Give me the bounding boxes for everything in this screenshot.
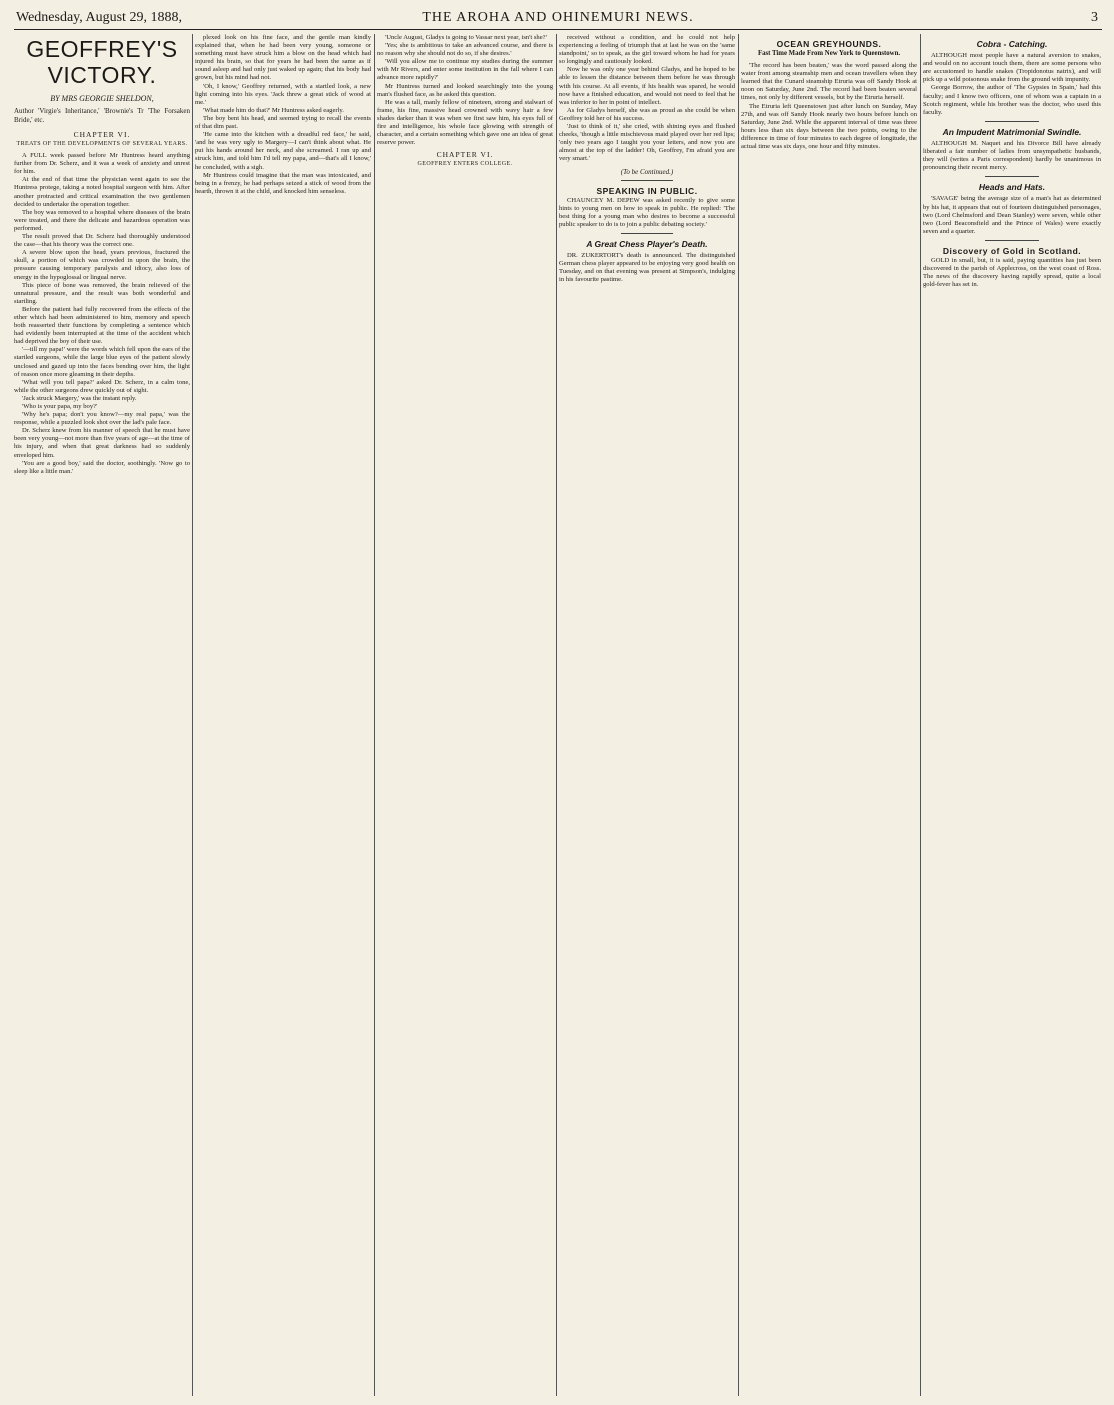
divider: [985, 176, 1038, 177]
paragraph: received without a condition, and he could not help experiencing a feeling of triumph that at last he was on the 'same standpoint,' so to speak, as the girl toward whom he had for years so longingly and cautiously looked.: [559, 34, 735, 66]
paragraph: 'He came into the kitchen with a dreadful red face,' he said, 'and he was very ugly to Margery—I can't think about what. He put his hands around her neck, and she screamed. I ran up and struck him, and told him I'd tell my papa, and—that's all I know,' he concluded, with a sigh.: [195, 131, 371, 171]
section-subheading: Fast Time Made From New York to Queenstown.: [757, 50, 901, 58]
paragraph: CHAUNCEY M. DEPEW was asked recently to give some hints to young men on how to speak in public. He replied: 'The best thing for a young man who desires to become a successful public speaker to do is to join a public debating society.': [559, 196, 735, 228]
column-2: [195, 34, 371, 1396]
paragraph: 'Yes; she is ambitious to take an advanced course, and there is no reason why she should not do so, if she desires.': [377, 42, 553, 58]
paragraph: 'Uncle August, Gladys is going to Vassar next year, isn't she?': [385, 34, 547, 41]
chapter-heading: CHAPTER VI.: [436, 150, 494, 160]
paragraph: 'The record has been beaten,' was the word passed along the water front among steamship men and ocean travellers when they learned that the Cunard steamship Etruria was off Sandy Hook at noon on Saturday, June 2nd. The record had been beaten several times, not only by different vessels, but by the Etruria herself.: [741, 62, 917, 102]
section-heading: A Great Chess Player's Death.: [586, 239, 708, 250]
story-byline: BY MRS GEORGIE SHELDON,: [50, 94, 154, 103]
paragraph: 'Who is your papa, my boy?': [22, 403, 98, 410]
paragraph: 'SAVAGE' being the average size of a man's hat as determined by his hat, it appears that out of fourteen distinguished personages, two (Lord Chelmsford and Dean Stanley) were seven, while other two (Lord Beaconsfield and the Prince of Wales) were exactly seven and a quarter.: [923, 195, 1101, 235]
paragraph: Now he was only one year behind Gladys, and he hoped to be able to lessen the distance between them before he was through with his course. At all events, if his health was spared, he would now have a finished education, and would not need to feel that he was inferior to her in point of intellect.: [559, 66, 735, 106]
column-5: [741, 34, 917, 1396]
paragraph: DR. ZUKERTORT's death is announced. The distinguished German chess player appeared to be enjoying very good health on Tuesday, and on that evening was present at Simpson's, indulging in his favourite pastime.: [559, 252, 735, 284]
author-line: Author 'Virgie's Inheritance,' 'Brownie's Tr 'The Forsaken Bride,' etc.: [14, 107, 190, 124]
column-3: [377, 34, 553, 1396]
chapter-subheading: GEOFFREY ENTERS COLLEGE.: [417, 161, 513, 168]
paragraph: Dr. Scherz knew from his manner of speech that he must have been very young—not more than five years of age—at the time of his injury, and when that great darkness had so suddenly enveloped him.: [14, 427, 190, 459]
masthead: [14, 8, 1102, 30]
page-number: 3: [1091, 10, 1098, 25]
story-title: GEOFFREY'S VICTORY.: [26, 36, 178, 88]
paragraph: ALTHOUGH M. Naquet and his Divorce Bill have already liberated a fair number of ladies from unsympathetic husbands, they will (writes a Paris correspondent) hardly be unanimous in pronouncing their recent mercy.: [923, 139, 1101, 172]
paragraph: Mr Huntress turned and looked searchingly into the young man's flushed face, as he asked this question.: [377, 82, 553, 98]
paragraph: The Etruria left Queenstown just after lunch on Sunday, May 27th, and was off Sandy Hook nearly two hours before lunch on Saturday, June 2nd. While the apparent interval of time was three hours less than six days between the two points, owing to the difference in time of four minutes to each degree of longitude, the actual time was six days, one hour and fifty minutes.: [741, 102, 917, 151]
paragraph: 'Will you allow me to continue my studies during the summer with Mr Rivers, and enter some institution in the fall where I can advance more rapidly?': [377, 58, 553, 82]
column-rule: [920, 34, 921, 1396]
paragraph: GOLD in small, but, it is said, paying quantities has just been discovered in the parish of Applecross, on the west coast of Ross. The news of the discovery having rapidly spread, quite a local gold-fever has set in.: [923, 256, 1101, 289]
newspaper-page: [14, 8, 1102, 1398]
paragraph: This piece of bone was removed, the brain relieved of the unnatural pressure, and the result was both wonderful and startling.: [14, 281, 190, 305]
column-4: [559, 34, 735, 1396]
masthead-title: THE AROHA AND OHINEMURI NEWS.: [422, 10, 694, 25]
paragraph: A severe blow upon the head, years previous, fractured the skull, a portion of which was crowded in upon the brain, the pressure causing temporary paralysis and idiocy, also loss of energy in the hypoglossal or lingual nerve.: [14, 249, 190, 281]
paragraph: The result proved that Dr. Scherz had thoroughly understood the case—that his theory was the correct one.: [14, 233, 190, 249]
paragraph: 'What made him do that?' Mr Huntress asked eagerly.: [203, 106, 344, 114]
paragraph: 'You are a good boy,' said the doctor, soothingly. 'Now go to sleep like a little man.': [14, 459, 190, 475]
paragraph: At the end of that time the physician went again to see the Huntress protege, taking a noted hospital surgeon with him. After another protracted and critical examination the two gentlemen decided to undertake the operation together.: [14, 176, 190, 208]
section-heading: An Impudent Matrimonial Swindle.: [942, 126, 1082, 137]
paragraph: A FULL week passed before Mr Huntress heard anything further from Dr. Scherz, and it was a week of anxiety and unrest for him.: [14, 152, 190, 176]
column-1: [14, 34, 190, 1396]
to-be-continued: (To be Continued.): [620, 167, 674, 176]
paragraph: 'Just to think of it,' she cried, with shining eyes and flushed cheeks, 'though a little mischievous maid played over her red lips; 'only two years ago I taught you your letters, and now you are almost at the top of the ladder! Oh, Geoffrey, I'm afraid you are very smart.': [559, 123, 735, 163]
paragraph: 'Jack struck Margery,' was the instant reply.: [22, 394, 137, 402]
paragraph: The boy was removed to a hospital where diseases of the brain were treated, and there the delicate and hazardous operation was performed.: [14, 208, 190, 232]
paragraph: ALTHOUGH most people have a natural aversion to snakes, and would on no account touch them, there are some persons who are accustomed to handle snakes (Tropidonotus natrix), and will pick up a wild poisonous snake from the ground with impunity.: [923, 52, 1101, 84]
section-heading: Heads and Hats.: [978, 182, 1046, 193]
paragraph: The boy bent his head, and seemed trying to recall the events of that dim past.: [195, 114, 371, 131]
divider: [985, 121, 1038, 122]
column-rule: [374, 34, 375, 1396]
section-heading: OCEAN GREYHOUNDS.: [776, 39, 882, 49]
column-rule: [556, 34, 557, 1396]
paragraph: As for Gladys herself, she was as proud as she could be when Geoffrey told her of his success.: [559, 106, 735, 122]
paragraph: Before the patient had fully recovered from the effects of the ether which had been administered to him, memory and speech both reasserted their functions by completing a sentence which had evidently been interrupted at the time of the accident which had deprived the boy of their use.: [14, 305, 190, 346]
paragraph: He was a tall, manly fellow of nineteen, strong and stalwart of frame, his fine, massive head crowned with wavy hair a few shades darker than it was when we first saw him, his eyes full of fire and intelligence, his whole face glowing with strength of character, and a certain something which gave one an idea of great reserve power.: [377, 98, 553, 147]
divider: [621, 233, 674, 234]
paragraph: 'Why he's papa; don't you know?—my real papa,' was the response, while a puzzled look shot over the lad's pale face.: [14, 411, 190, 427]
column-rule: [738, 34, 739, 1396]
column-rule: [192, 34, 193, 1396]
section-heading: SPEAKING IN PUBLIC.: [596, 185, 698, 196]
divider: [621, 180, 674, 181]
section-heading: Discovery of Gold in Scotland.: [942, 245, 1082, 256]
columns: [14, 34, 1102, 1396]
masthead-date: Wednesday, August 29, 1888,: [16, 10, 182, 25]
divider: [985, 240, 1038, 241]
paragraph: '—till my papa!' were the words which fell upon the ears of the startled surgeons, while the large blue eyes of the patient slowly unclosed and gazed up into the faces bending over him, the light of reason once more gleaming in their depths.: [14, 346, 190, 378]
chapter-subheading: TREATS OF THE DEVELOPMENTS OF SEVERAL YEARS.: [16, 141, 188, 148]
column-6: [923, 34, 1101, 1396]
section-heading: Cobra - Catching.: [976, 39, 1048, 49]
paragraph: George Borrow, the author of 'The Gypsies in Spain,' had this faculty; and I know two officers, one of whom was a captain in a Scotch regiment, while his brother was the doctor, who used this faculty.: [923, 84, 1101, 116]
paragraph: plexed look on his fine face, and the gentle man kindly explained that, when he had been very young, someone or something must have struck him a blow on the head which had injured his brain, so that for years he had been the same as if sound asleep and had only just waked up again; that his body had grown, but his mind had not.: [195, 34, 371, 82]
paragraph: 'What will you tell papa?' asked Dr. Scherz, in a calm tone, while the other surgeons drew quickly out of sight.: [14, 378, 190, 394]
paragraph: 'Oh, I know,' Geoffrey returned, with a startled look, a new light coming into his eyes. 'Jack threw a great stick of wood at me.': [195, 82, 371, 106]
chapter-heading: CHAPTER VI.: [73, 130, 131, 139]
paragraph: Mr Huntress could imagine that the man was intoxicated, and being in a frenzy, he had perhaps seized a stick of wood from the hearth, thrown it at the child, and knocked him senseless.: [195, 171, 371, 195]
